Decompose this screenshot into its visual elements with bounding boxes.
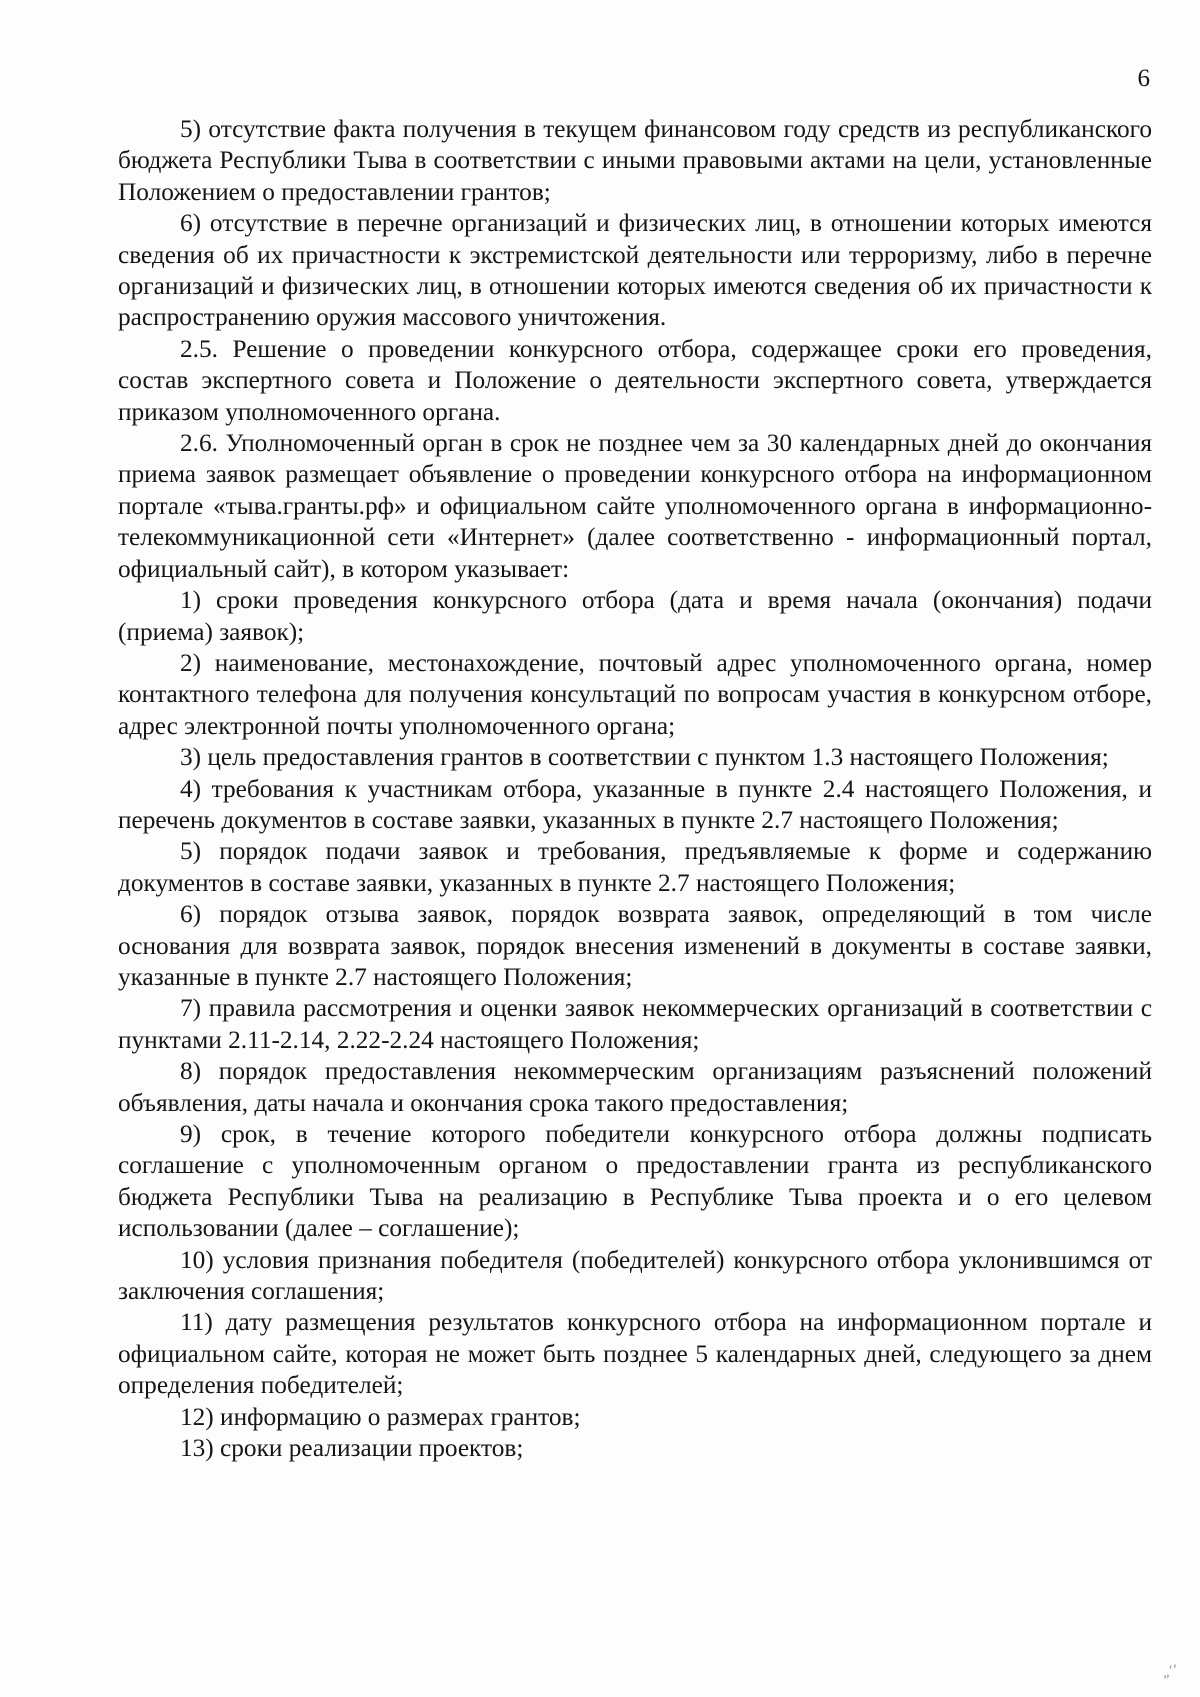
list-item-1-deadlines: 1) сроки проведения конкурсного отбора (дата и время начала (окончания) подачи (приема) заявок);	[118, 586, 1152, 646]
document-body	[118, 114, 1152, 1464]
list-item-6-withdrawal: 6) порядок отзыва заявок, порядок возврата заявок, определяющий в том числе основания для возврата заявок, порядок внесения изменений в документы в составе заявки, указанные в пункте 2.7 настоящего Положения;	[118, 900, 1152, 991]
list-item-8-clarifications: 8) порядок предоставления некоммерческим организациям разъяснений положений объявления, даты начала и окончания срока такого предоставления;	[118, 1057, 1152, 1117]
corner-scan-mark: „’’	[1160, 1662, 1180, 1682]
list-item-4-requirements: 4) требования к участникам отбора, указанные в пункте 2.4 настоящего Положения, и перечень документов в составе заявки, указанных в пункте 2.7 настоящего Положения;	[118, 774, 1152, 834]
list-item-3-purpose: 3) цель предоставления грантов в соответствии с пунктом 1.3 настоящего Положения;	[180, 743, 1109, 772]
page-number: 6	[1137, 65, 1150, 92]
list-item-13-project-terms: 13) сроки реализации проектов;	[180, 1434, 524, 1463]
paragraph-2-5-decision: 2.5. Решение о проведении конкурсного отбора, содержащее сроки его проведения, состав экспертного совета и Положение о деятельности экспертного совета, утверждается приказом уполномоченного органа.	[118, 334, 1152, 426]
list-item-10-evasion-conditions: 10) условия признания победителя (победителей) конкурсного отбора уклонившимся от заключения соглашения;	[118, 1245, 1152, 1306]
list-item-11-results-date: 11) дату размещения результатов конкурсного отбора на информационном портале и официальном сайте, которая не может быть позднее 5 календарных дней, следующего за днем определения победителей;	[118, 1308, 1152, 1400]
list-item-2-contacts: 2) наименование, местонахождение, почтовый адрес уполномоченного органа, номер контактного телефона для получения консультаций по вопросам участия в конкурсном отборе, адрес электронной почты уполномоченного органа;	[118, 648, 1152, 740]
list-item-5-submission: 5) порядок подачи заявок и требования, предъявляемые к форме и содержанию документов в составе заявки, указанных в пункте 2.7 настоящего Положения;	[118, 837, 1152, 897]
paragraph-item-6-no-extremism: 6) отсутствие в перечне организаций и физических лиц, в отношении которых имеются сведения об их причастности к экстремистской деятельности или терроризму, либо в перечне организаций и физических лиц, в отношении которых имеются сведения об их причастности к распространению оружия массового уничтожения.	[118, 209, 1152, 332]
paragraph-2-6-announcement: 2.6. Уполномоченный орган в срок не позднее чем за 30 календарных дней до окончания приема заявок размещает объявление о проведении конкурсного отбора на информационном портале «тыва.гранты.рф» и официальном сайте уполномоченного органа в информационно-телекоммуникационной сети «Интернет» (далее соответственно - информационный портал, официальный сайт), в котором указывает:	[118, 429, 1152, 583]
paragraph-item-5-no-funding: 5) отсутствие факта получения в текущем финансовом году средств из республиканского бюджета Республики Тыва в соответствии с иными правовыми актами на цели, установленные Положением о предоставлении грантов;	[118, 115, 1152, 206]
list-item-12-grant-sizes: 12) информацию о размерах грантов;	[180, 1402, 581, 1431]
list-item-7-evaluation-rules: 7) правила рассмотрения и оценки заявок некоммерческих организаций в соответствии с пунктами 2.11-2.14, 2.22-2.24 настоящего Положения;	[118, 994, 1152, 1054]
list-item-9-agreement-term: 9) срок, в течение которого победители конкурсного отбора должны подписать соглашение с уполномоченным органом о предоставлении гранта из республиканского бюджета Республики Тыва на реализацию в Республике Тыва проекта и о его целевом использовании (далее – соглашение);	[118, 1120, 1152, 1243]
